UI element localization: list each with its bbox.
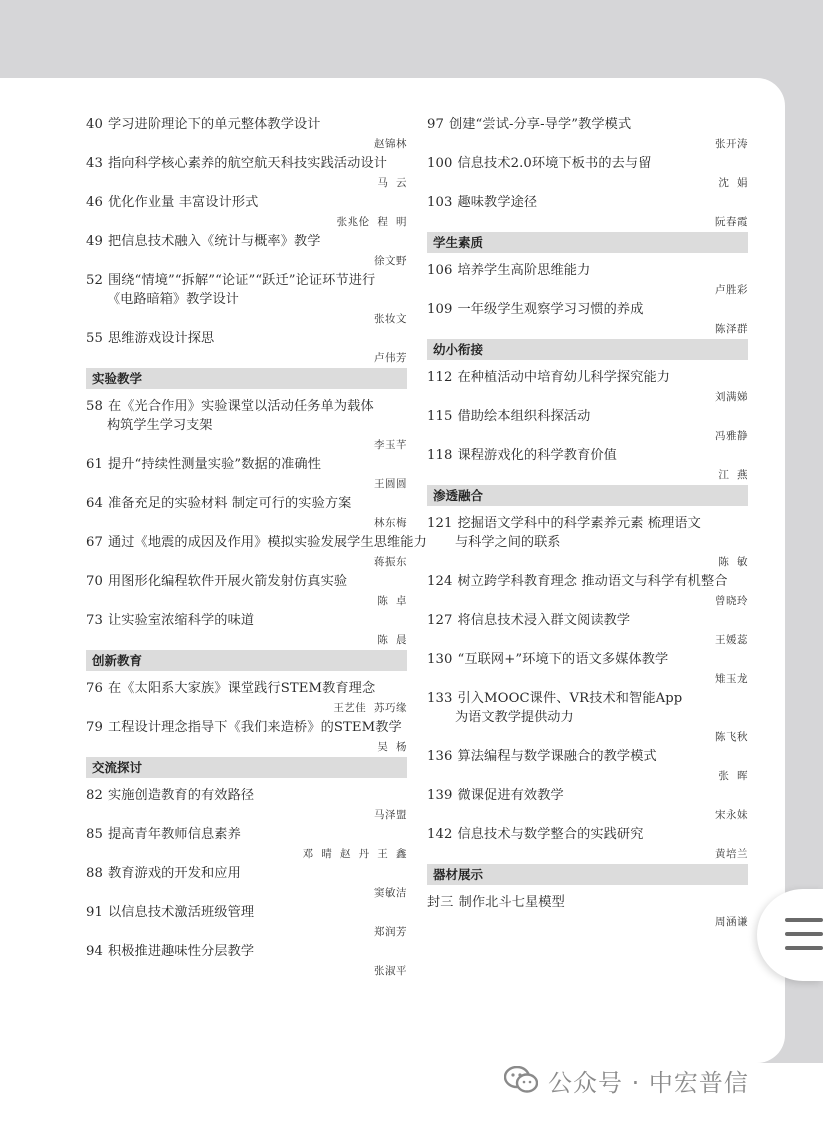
article-title-continuation: 与科学之间的联系 bbox=[455, 535, 561, 550]
article-title: 用图形化编程软件开展火箭发射仿真实验 bbox=[107, 574, 348, 589]
page-number: 139 bbox=[427, 788, 453, 803]
article-title: 积极推进趣味性分层教学 bbox=[107, 944, 255, 959]
hamburger-menu-icon-bar bbox=[785, 932, 823, 936]
toc-entry[interactable] bbox=[86, 115, 407, 154]
page-number: 100 bbox=[427, 156, 453, 171]
toc-entry-title-line bbox=[427, 689, 748, 708]
toc-entry[interactable] bbox=[427, 300, 748, 339]
toc-entry-title-line bbox=[427, 611, 748, 630]
page-number: 124 bbox=[427, 574, 453, 589]
article-author: 冯雅静 bbox=[715, 430, 748, 442]
article-author: 陈泽群 bbox=[715, 323, 748, 335]
article-title: 教育游戏的开发和应用 bbox=[107, 866, 241, 881]
toc-entry[interactable] bbox=[86, 611, 407, 650]
article-title: “互联网+”环境下的语文多媒体教学 bbox=[457, 652, 669, 667]
page-number: 52 bbox=[86, 273, 103, 288]
article-title: 让实验室浓缩科学的味道 bbox=[107, 613, 255, 628]
article-title: 制作北斗七星模型 bbox=[458, 895, 565, 910]
toc-entry-title-line bbox=[427, 893, 748, 912]
article-title: 围绕“情境”“拆解”“论证”“跃迁”论证环节进行 bbox=[107, 273, 376, 288]
article-title: 把信息技术融入《统计与概率》教学 bbox=[107, 234, 321, 249]
toc-entry-title-line bbox=[86, 455, 407, 474]
section-header: 实验教学 bbox=[86, 368, 407, 389]
page-number: 112 bbox=[427, 370, 453, 385]
article-author: 刘满娣 bbox=[715, 391, 748, 403]
toc-entry[interactable] bbox=[86, 903, 407, 942]
toc-entry-title-line bbox=[86, 611, 407, 630]
toc-entry[interactable] bbox=[427, 261, 748, 300]
toc-entry[interactable] bbox=[427, 572, 748, 611]
article-author: 沈 娟 bbox=[718, 177, 748, 189]
page-number: 133 bbox=[427, 691, 453, 706]
toc-entry[interactable] bbox=[86, 718, 407, 757]
page-number: 49 bbox=[86, 234, 103, 249]
toc-entry[interactable] bbox=[86, 271, 407, 329]
toc-entry-title-line bbox=[86, 533, 427, 552]
toc-entry-title-line bbox=[86, 397, 407, 416]
article-title-continuation: 《电路暗箱》教学设计 bbox=[107, 292, 239, 307]
article-author: 雉玉龙 bbox=[715, 673, 748, 685]
article-author: 陈 敏 bbox=[718, 556, 748, 568]
toc-entry[interactable] bbox=[86, 942, 407, 981]
toc-entry-title-line bbox=[427, 261, 748, 280]
toc-entry[interactable] bbox=[86, 825, 407, 864]
article-title: 提升“持续性测量实验”数据的准确性 bbox=[107, 457, 321, 472]
article-title: 创建“尝试-分享-导学”教学模式 bbox=[448, 117, 632, 132]
article-title: 在《光合作用》实验课堂以活动任务单为载体 bbox=[107, 399, 374, 414]
article-title: 提高青年教师信息素养 bbox=[107, 827, 241, 842]
article-title: 趣味教学途径 bbox=[457, 195, 538, 210]
page-number: 43 bbox=[86, 156, 103, 171]
page-number: 115 bbox=[427, 409, 453, 424]
article-author: 马泽盟 bbox=[374, 809, 407, 821]
toc-entry[interactable] bbox=[86, 864, 407, 903]
article-title: 思维游戏设计探思 bbox=[107, 331, 215, 346]
article-author: 蒋振东 bbox=[374, 556, 407, 568]
page-number: 64 bbox=[86, 496, 103, 511]
toc-entry-title-line bbox=[86, 864, 407, 883]
page-number: 79 bbox=[86, 720, 103, 735]
page-number: 73 bbox=[86, 613, 103, 628]
article-author: 曾晓玲 bbox=[715, 595, 748, 607]
page-number: 82 bbox=[86, 788, 103, 803]
article-author: 赵锦林 bbox=[374, 138, 407, 150]
toc-entry-title-line bbox=[86, 718, 407, 737]
toc-entry[interactable] bbox=[86, 397, 407, 455]
section-header: 创新教育 bbox=[86, 650, 407, 671]
article-title: 以信息技术激活班级管理 bbox=[107, 905, 255, 920]
article-title: 挖掘语文学科中的科学素养元素 梳理语文 bbox=[457, 516, 701, 531]
article-author: 马 云 bbox=[377, 177, 407, 189]
page-number: 97 bbox=[427, 117, 444, 132]
section-header: 幼小衔接 bbox=[427, 339, 748, 360]
toc-entry-title-line bbox=[427, 407, 748, 426]
toc-entry[interactable] bbox=[427, 193, 748, 232]
toc-entry[interactable] bbox=[86, 786, 407, 825]
page-number: 106 bbox=[427, 263, 453, 278]
article-title-continuation: 为语文教学提供动力 bbox=[455, 710, 574, 725]
article-title: 在《太阳系大家族》课堂践行STEM教育理念 bbox=[107, 681, 376, 696]
toc-entry[interactable] bbox=[86, 572, 407, 611]
article-title-continuation: 构筑学生学习支架 bbox=[107, 418, 213, 433]
article-author: 陈 晨 bbox=[377, 634, 407, 646]
article-author: 林东梅 bbox=[374, 517, 407, 529]
section-header: 学生素质 bbox=[427, 232, 748, 253]
article-author: 陈 卓 bbox=[377, 595, 407, 607]
watermark bbox=[504, 1062, 749, 1098]
article-title: 一年级学生观察学习习惯的养成 bbox=[457, 302, 644, 317]
toc-entry-title-line bbox=[427, 300, 748, 319]
page-number: 109 bbox=[427, 302, 453, 317]
toc-entry[interactable] bbox=[427, 689, 748, 747]
toc-entry[interactable] bbox=[427, 154, 748, 193]
article-title: 实施创造教育的有效路径 bbox=[107, 788, 255, 803]
toc-entry-title-line bbox=[86, 572, 407, 591]
article-title: 指向科学核心素养的航空航天科技实践活动设计 bbox=[107, 156, 388, 171]
page-number: 136 bbox=[427, 749, 453, 764]
article-author: 陈飞秋 bbox=[715, 731, 748, 743]
page-number: 130 bbox=[427, 652, 453, 667]
article-author: 宋永妹 bbox=[715, 809, 748, 821]
toc-entry[interactable] bbox=[427, 893, 748, 932]
page-number: 67 bbox=[86, 535, 103, 550]
page-number: 76 bbox=[86, 681, 103, 696]
article-title: 在种植活动中培育幼儿科学探究能力 bbox=[457, 370, 671, 385]
article-title: 学习进阶理论下的单元整体教学设计 bbox=[107, 117, 321, 132]
article-author: 卢胜彩 bbox=[715, 284, 748, 296]
toc-entry-title-line bbox=[86, 329, 407, 348]
toc-entry-title-line bbox=[86, 115, 407, 134]
article-author: 张兆伦 程 明 bbox=[336, 216, 407, 228]
toc-entry-title-line bbox=[86, 825, 407, 844]
article-title: 课程游戏化的科学教育价值 bbox=[457, 448, 617, 463]
toc-entry-title-line bbox=[427, 786, 748, 805]
article-title: 借助绘本组织科探活动 bbox=[457, 409, 591, 424]
article-title: 通过《地震的成因及作用》模拟实验发展学生思维能力 bbox=[107, 535, 427, 550]
toc-entry-title-line bbox=[427, 747, 748, 766]
toc-entry-title-line bbox=[427, 154, 748, 173]
page-number: 封三 bbox=[427, 895, 454, 910]
watermark-text: 公众号 · 中宏普信 bbox=[548, 1068, 749, 1097]
toc-entry[interactable] bbox=[86, 533, 427, 572]
article-author: 周涵谦 bbox=[715, 916, 748, 928]
toc-entry[interactable] bbox=[427, 514, 748, 572]
hamburger-menu-icon bbox=[785, 918, 823, 922]
toc-entry[interactable] bbox=[427, 611, 748, 650]
article-title: 将信息技术浸入群文阅读教学 bbox=[457, 613, 631, 628]
toc-entry[interactable] bbox=[86, 494, 407, 533]
toc-entry[interactable] bbox=[86, 232, 407, 271]
page-number: 88 bbox=[86, 866, 103, 881]
article-title: 信息技术与数学整合的实践研究 bbox=[457, 827, 644, 842]
article-author: 郑润芳 bbox=[374, 926, 407, 938]
page-number: 142 bbox=[427, 827, 453, 842]
toc-entry[interactable] bbox=[86, 154, 407, 193]
page-number: 55 bbox=[86, 331, 103, 346]
toc-entry-title-line bbox=[86, 679, 407, 698]
toc-entry[interactable] bbox=[427, 446, 748, 485]
toc-left-column bbox=[86, 115, 427, 981]
toc-entry[interactable] bbox=[86, 193, 407, 232]
toc-entry-title-line bbox=[86, 494, 407, 513]
page-number: 118 bbox=[427, 448, 453, 463]
page-number: 85 bbox=[86, 827, 103, 842]
section-header: 渗透融合 bbox=[427, 485, 748, 506]
toc-entry[interactable] bbox=[427, 407, 748, 446]
article-author: 王艺佳 苏巧缘 bbox=[333, 702, 407, 714]
article-title: 信息技术2.0环境下板书的去与留 bbox=[457, 156, 652, 171]
top-frame-band bbox=[0, 0, 823, 78]
article-title: 引入MOOC课件、VR技术和智能App bbox=[457, 691, 683, 706]
toc-entry[interactable] bbox=[427, 825, 748, 864]
article-author: 江 燕 bbox=[718, 469, 748, 481]
article-author: 吴 杨 bbox=[377, 741, 407, 753]
article-author: 阮春霞 bbox=[715, 216, 748, 228]
toc-entry-title-line bbox=[427, 572, 748, 591]
article-author: 张妆文 bbox=[374, 313, 407, 325]
toc-entry-title-line bbox=[86, 271, 407, 290]
toc-entry[interactable] bbox=[427, 786, 748, 825]
section-header: 交流探讨 bbox=[86, 757, 407, 778]
toc-right-column bbox=[427, 115, 748, 932]
toc-entry[interactable] bbox=[86, 679, 407, 718]
toc-entry-title-line bbox=[427, 514, 748, 533]
toc-entry[interactable] bbox=[427, 747, 748, 786]
page-number: 61 bbox=[86, 457, 103, 472]
toc-entry-title-line bbox=[86, 154, 407, 173]
article-author: 王媛蕊 bbox=[715, 634, 748, 646]
article-author: 窦敏洁 bbox=[374, 887, 407, 899]
toc-entry-title-line bbox=[86, 903, 407, 922]
article-title: 微课促进有效教学 bbox=[457, 788, 564, 803]
article-author: 卢伟芳 bbox=[374, 352, 407, 364]
toc-entry[interactable] bbox=[427, 115, 748, 154]
toc-entry-title-line bbox=[427, 115, 748, 134]
article-author: 黄培兰 bbox=[715, 848, 748, 860]
article-author: 张 晖 bbox=[718, 770, 748, 782]
toc-entry-title-line bbox=[427, 825, 748, 844]
article-title: 优化作业量 丰富设计形式 bbox=[107, 195, 259, 210]
page-number: 46 bbox=[86, 195, 103, 210]
article-author: 徐文野 bbox=[374, 255, 407, 267]
toc-entry[interactable] bbox=[86, 455, 407, 494]
toc-entry-title-line bbox=[427, 446, 748, 465]
page-number: 40 bbox=[86, 117, 103, 132]
toc-entry[interactable] bbox=[427, 650, 748, 689]
toc-entry[interactable] bbox=[427, 368, 748, 407]
toc-entry-title-line bbox=[86, 942, 407, 961]
toc-entry[interactable] bbox=[86, 329, 407, 368]
toc-entry-title-line bbox=[86, 193, 407, 212]
section-header: 器材展示 bbox=[427, 864, 748, 885]
hamburger-menu-icon-bar bbox=[785, 946, 823, 950]
toc-entry-title-line bbox=[86, 786, 407, 805]
article-author: 张开涛 bbox=[715, 138, 748, 150]
article-author: 邓 晴 赵 丹 王 鑫 bbox=[302, 848, 407, 860]
toc-entry-title-line bbox=[86, 232, 407, 251]
article-author: 王圆圆 bbox=[374, 478, 407, 490]
page-number: 127 bbox=[427, 613, 453, 628]
page-number: 103 bbox=[427, 195, 453, 210]
page-number: 94 bbox=[86, 944, 103, 959]
toc-entry-title-line bbox=[427, 193, 748, 212]
page-number: 70 bbox=[86, 574, 103, 589]
article-title: 培养学生高阶思维能力 bbox=[457, 263, 591, 278]
article-title: 树立跨学科教育理念 推动语文与科学有机整合 bbox=[457, 574, 728, 589]
page-number: 121 bbox=[427, 516, 453, 531]
article-author: 张淑平 bbox=[374, 965, 407, 977]
article-title: 算法编程与数学课融合的教学模式 bbox=[457, 749, 657, 764]
toc-entry-title-line bbox=[427, 368, 748, 387]
page-number: 91 bbox=[86, 905, 103, 920]
wechat-icon bbox=[504, 1066, 538, 1094]
toc-entry-title-line bbox=[427, 650, 748, 669]
article-title: 工程设计理念指导下《我们来造桥》的STEM教学 bbox=[107, 720, 402, 735]
article-author: 李玉芊 bbox=[374, 439, 407, 451]
page-number: 58 bbox=[86, 399, 103, 414]
article-title: 准备充足的实验材料 制定可行的实验方案 bbox=[107, 496, 352, 511]
